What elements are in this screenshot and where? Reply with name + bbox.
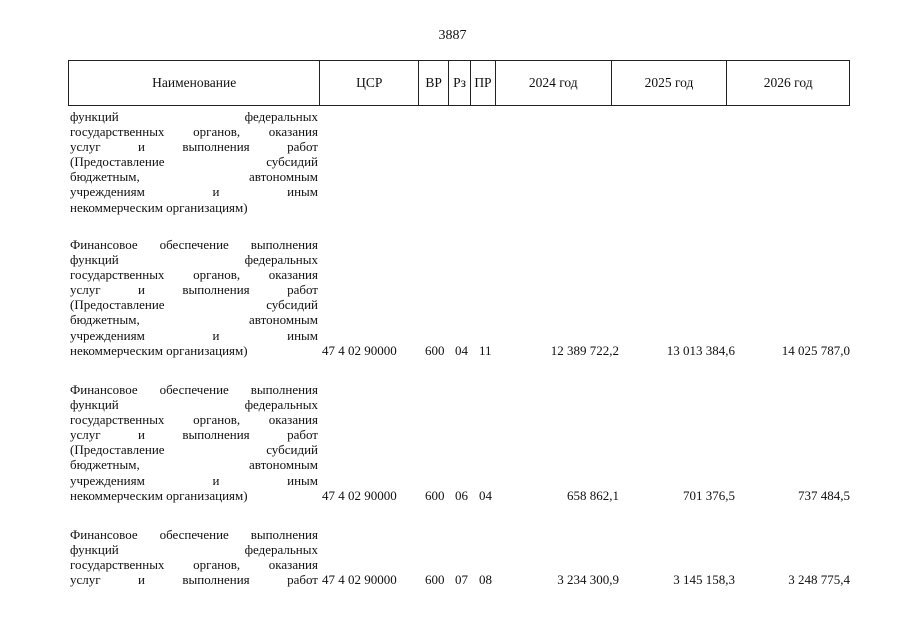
row-line: функций федеральных <box>70 397 318 413</box>
cell-pr: 04 <box>479 487 492 503</box>
cell-rz: 04 <box>455 342 468 358</box>
header-vr: ВР <box>418 61 448 105</box>
cell-vr: 600 <box>425 487 445 503</box>
cell-vr: 600 <box>425 342 445 358</box>
cell-2024: 3 234 300,9 <box>557 572 619 588</box>
row-line: учреждениям и иным <box>70 327 318 343</box>
row-line: (Предоставление субсидий <box>70 297 318 313</box>
header-rz: Рз <box>448 61 470 105</box>
cell-2024: 658 862,1 <box>567 487 619 503</box>
cell-rz: 07 <box>455 572 468 588</box>
row-line: государственных органов, оказания <box>70 557 318 573</box>
header-2025: 2025 год <box>611 61 727 105</box>
cell-csr: 47 4 02 90000 <box>322 572 397 588</box>
cell-pr: 11 <box>479 342 492 358</box>
cell-2024: 12 389 722,2 <box>550 342 619 358</box>
cell-rz: 06 <box>455 487 468 503</box>
table-row <box>70 109 850 215</box>
row-line: функций федеральных <box>70 109 318 124</box>
cell-csr: 47 4 02 90000 <box>322 487 397 503</box>
cell-2026: 14 025 787,0 <box>781 342 850 358</box>
cell-csr: 47 4 02 90000 <box>322 342 397 358</box>
cell-2026: 3 248 775,4 <box>788 572 850 588</box>
row-description <box>70 237 318 358</box>
header-name: Наименование <box>152 75 237 90</box>
row-values <box>70 343 850 358</box>
row-values <box>70 488 850 503</box>
row-line: бюджетным, автономным <box>70 169 318 185</box>
row-line: учреждениям и иным <box>70 184 318 200</box>
row-line: услуг и выполнения работ <box>70 427 318 443</box>
cell-pr: 08 <box>479 572 492 588</box>
row-values <box>70 572 850 587</box>
row-line: услуг и выполнения работ <box>70 572 318 588</box>
row-line: бюджетным, автономным <box>70 457 318 473</box>
cell-2025: 701 376,5 <box>683 487 735 503</box>
row-description <box>70 382 318 503</box>
cell-vr: 600 <box>425 572 445 588</box>
row-line: функций федеральных <box>70 542 318 558</box>
row-line: Финансовое обеспечение выполнения <box>70 382 318 397</box>
table-row <box>70 527 850 587</box>
row-line: государственных органов, оказания <box>70 412 318 428</box>
row-line: Финансовое обеспечение выполнения <box>70 527 318 542</box>
row-line: бюджетным, автономным <box>70 312 318 328</box>
table-row <box>70 237 850 358</box>
row-description <box>70 109 318 215</box>
header-csr: ЦСР <box>319 61 418 105</box>
table-row <box>70 382 850 503</box>
row-line: Финансовое обеспечение выполнения <box>70 237 318 252</box>
row-line: некоммерческим организациям) <box>70 199 248 215</box>
row-line: некоммерческим организациям) <box>70 487 248 503</box>
cell-2025: 13 013 384,6 <box>666 342 735 358</box>
page-number: 3887 <box>438 28 467 43</box>
cell-2025: 3 145 158,3 <box>673 572 735 588</box>
header-2026: 2026 год <box>726 61 849 105</box>
row-line: (Предоставление субсидий <box>70 442 318 458</box>
row-line: учреждениям и иным <box>70 472 318 488</box>
row-line: государственных органов, оказания <box>70 124 318 140</box>
row-line: услуг и выполнения работ <box>70 139 318 155</box>
header-2024: 2024 год <box>495 61 611 105</box>
row-line: (Предоставление субсидий <box>70 154 318 170</box>
row-line: государственных органов, оказания <box>70 267 318 283</box>
header-pr: ПР <box>470 61 495 105</box>
row-line: функций федеральных <box>70 252 318 268</box>
row-line: услуг и выполнения работ <box>70 282 318 298</box>
row-line: некоммерческим организациям) <box>70 342 248 358</box>
cell-2026: 737 484,5 <box>798 487 850 503</box>
table-header <box>68 60 850 106</box>
